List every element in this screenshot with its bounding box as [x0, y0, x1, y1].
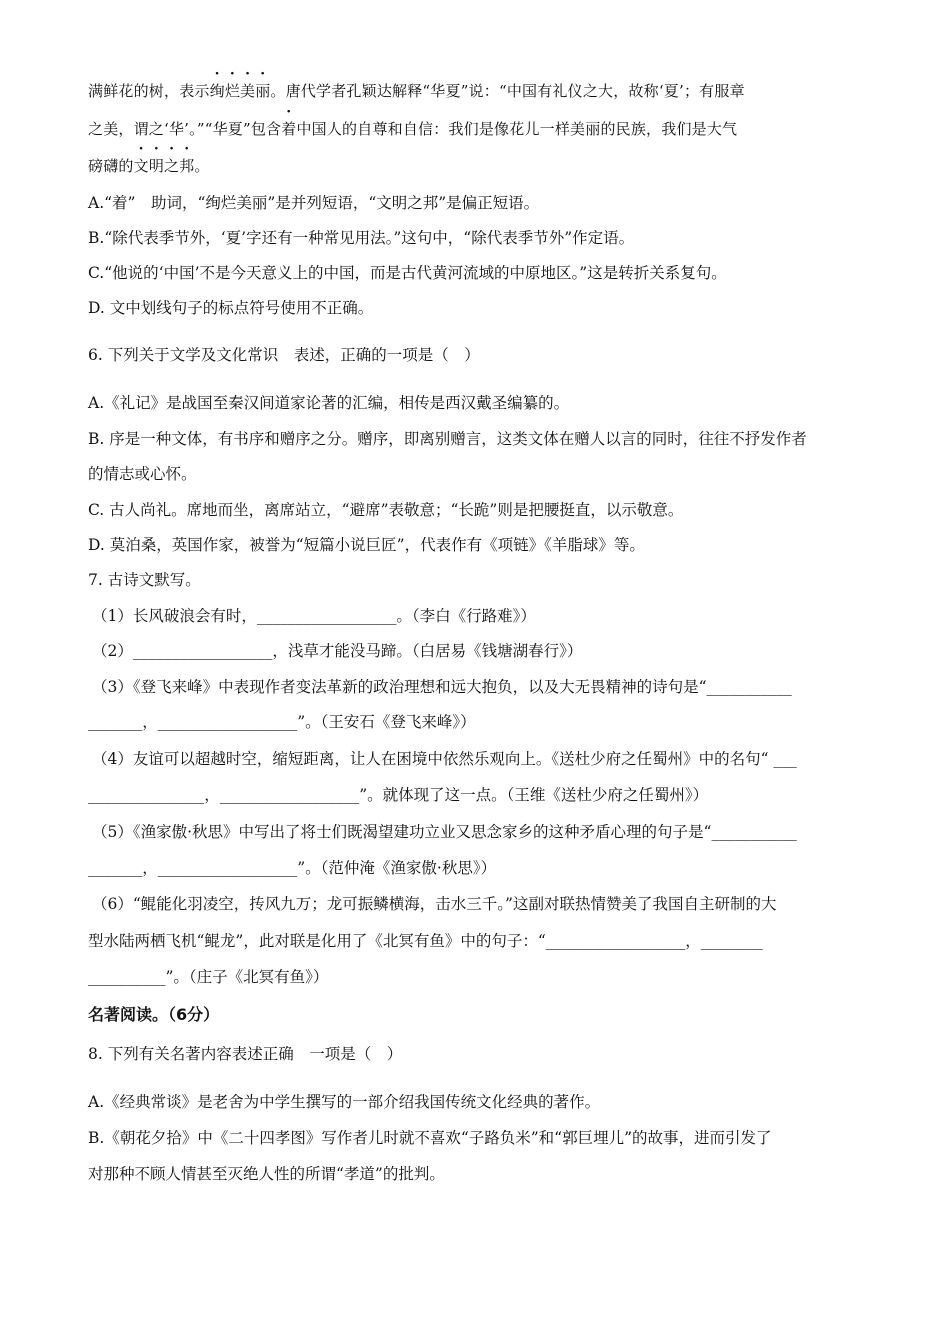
q7-item-3-line-1: （3）《登飞来峰》中表现作者变法革新的政治理想和远大抱负，以及大无畏精神的诗句是“___________	[92, 678, 792, 696]
q8-option-b-line-1: B.《朝花夕拾》中《二十四孝图》写作者儿时就不喜欢“子路负米”和“郭巨埋儿”的故事，进而引发了	[88, 1129, 772, 1147]
q6-option-b-line-1: B. 序是一种文体，有书序和赠序之分。赠序，即离别赠言，这类文体在赠人以言的同时，往往不抒发作者	[88, 430, 807, 448]
q7-item-2: （2）__________________，浅草才能没马蹄。（白居易《钱塘湖春行》）	[92, 642, 583, 660]
q5-option-b: B.“除代表季节外，‘夏’字还有一种常见用法。”这句中，“除代表季节外”作定语。	[88, 229, 635, 247]
q6-option-b-line-2: 的情志或心怀。	[88, 465, 197, 483]
section-title: 名著阅读。（6分）	[88, 1005, 220, 1024]
q6-option-d: D. 莫泊桑，英国作家，被誉为“短篇小说巨匠”，代表作有《项链》《羊脂球》等。	[88, 536, 645, 554]
q7-item-4-line-1: （4）友谊可以超越时空，缩短距离，让人在困境中依然乐观向上。《送杜少府之任蜀州》中的名句“ ___	[92, 750, 797, 768]
q8-option-b-line-2: 对那种不顾人情甚至灭绝人性的所谓“孝道”的批判。	[88, 1165, 445, 1183]
q6-option-c: C. 古人尚礼。席地而坐，离席站立，“避席”表敬意；“长跪”则是把腰挺直，以示敬意。	[88, 501, 684, 519]
passage-line-1	[88, 80, 745, 102]
passage-text: 。唐代学者孔颖达解释“华夏”说：“中国有礼仪之大，故称‘夏’；有服章	[270, 82, 745, 100]
q7-item-5-line-1: （5）《渔家傲·秋思》中写出了将士们既渴望建功立业又思念家乡的这种矛盾心理的句子是“___________	[92, 823, 797, 841]
passage-line-3	[88, 155, 210, 177]
q5-option-a: A.“着” 助词，“绚烂美丽”是并列短语，“文明之邦”是偏正短语。	[88, 194, 540, 212]
emphasis-char: 烂	[224, 82, 241, 100]
passage-text: 中国人的自尊和自信：我们是像花儿一样美丽的民族，我们是大气	[296, 120, 738, 138]
q7-item-6-line-3: __________”。（庄子《北冥有鱼》）	[88, 968, 329, 986]
emphasis-char: 文	[133, 157, 149, 175]
emphasis-char: 美	[240, 82, 256, 100]
q7-stem: 7. 古诗文默写。	[88, 571, 201, 589]
emphasis-char: 明	[148, 157, 165, 175]
q6-option-a: A.《礼记》是战国至秦汉间道家论著的汇编，相传是西汉戴圣编纂的。	[88, 394, 570, 412]
passage-text: 之美，谓之‘华’。”“华夏”包含	[88, 120, 282, 138]
passage-text: 。	[194, 157, 210, 175]
q7-item-3-line-2: _______，__________________”。（王安石《登飞来峰》）	[88, 713, 476, 731]
passage-text: 磅礴的	[88, 157, 134, 175]
q8-stem: 8. 下列有关名著内容表述正确 一项是（ ）	[88, 1045, 403, 1063]
q7-item-6-line-1: （6）“鲲能化羽凌空，抟风九万；龙可振鳞横海，击水三千。”这副对联热情赞美了我国自主研制的大	[92, 895, 777, 913]
q5-option-c: C.“他说的‘中国’不是今天意义上的中国，而是古代黄河流域的中原地区。”这是转折关系复句。	[88, 264, 727, 282]
q7-item-6-line-2: 型水陆两栖飞机“鲲龙”，此对联是化用了《北冥有鱼》中的句子：“__________________，________	[88, 932, 763, 950]
q5-option-d: D. 文中划线句子的标点符号使用不正确。	[88, 299, 374, 317]
emphasis-char: 丽	[255, 82, 271, 100]
passage-text: 满鲜花的树，表示	[88, 82, 210, 100]
q7-item-5-line-2: _______，__________________”。（范仲淹《渔家傲·秋思》）	[88, 859, 497, 877]
emphasis-char: 着	[281, 120, 297, 138]
q7-item-4-line-2: _______________，__________________”。就体现了这一点。（王维《送杜少府之任蜀州》）	[88, 786, 709, 804]
passage-line-2	[88, 118, 737, 140]
q6-stem: 6. 下列关于文学及文化常识 表述，正确的一项是（ ）	[88, 346, 480, 364]
q7-item-1: （1）长风破浪会有时，__________________。（李白《行路难》）	[92, 607, 536, 625]
emphasis-char: 邦	[179, 157, 195, 175]
q8-option-a: A.《经典常谈》是老舍为中学生撰写的一部介绍我国传统文化经典的著作。	[88, 1093, 601, 1111]
emphasis-char: 之	[164, 157, 180, 175]
emphasis-char: 绚	[209, 82, 225, 100]
